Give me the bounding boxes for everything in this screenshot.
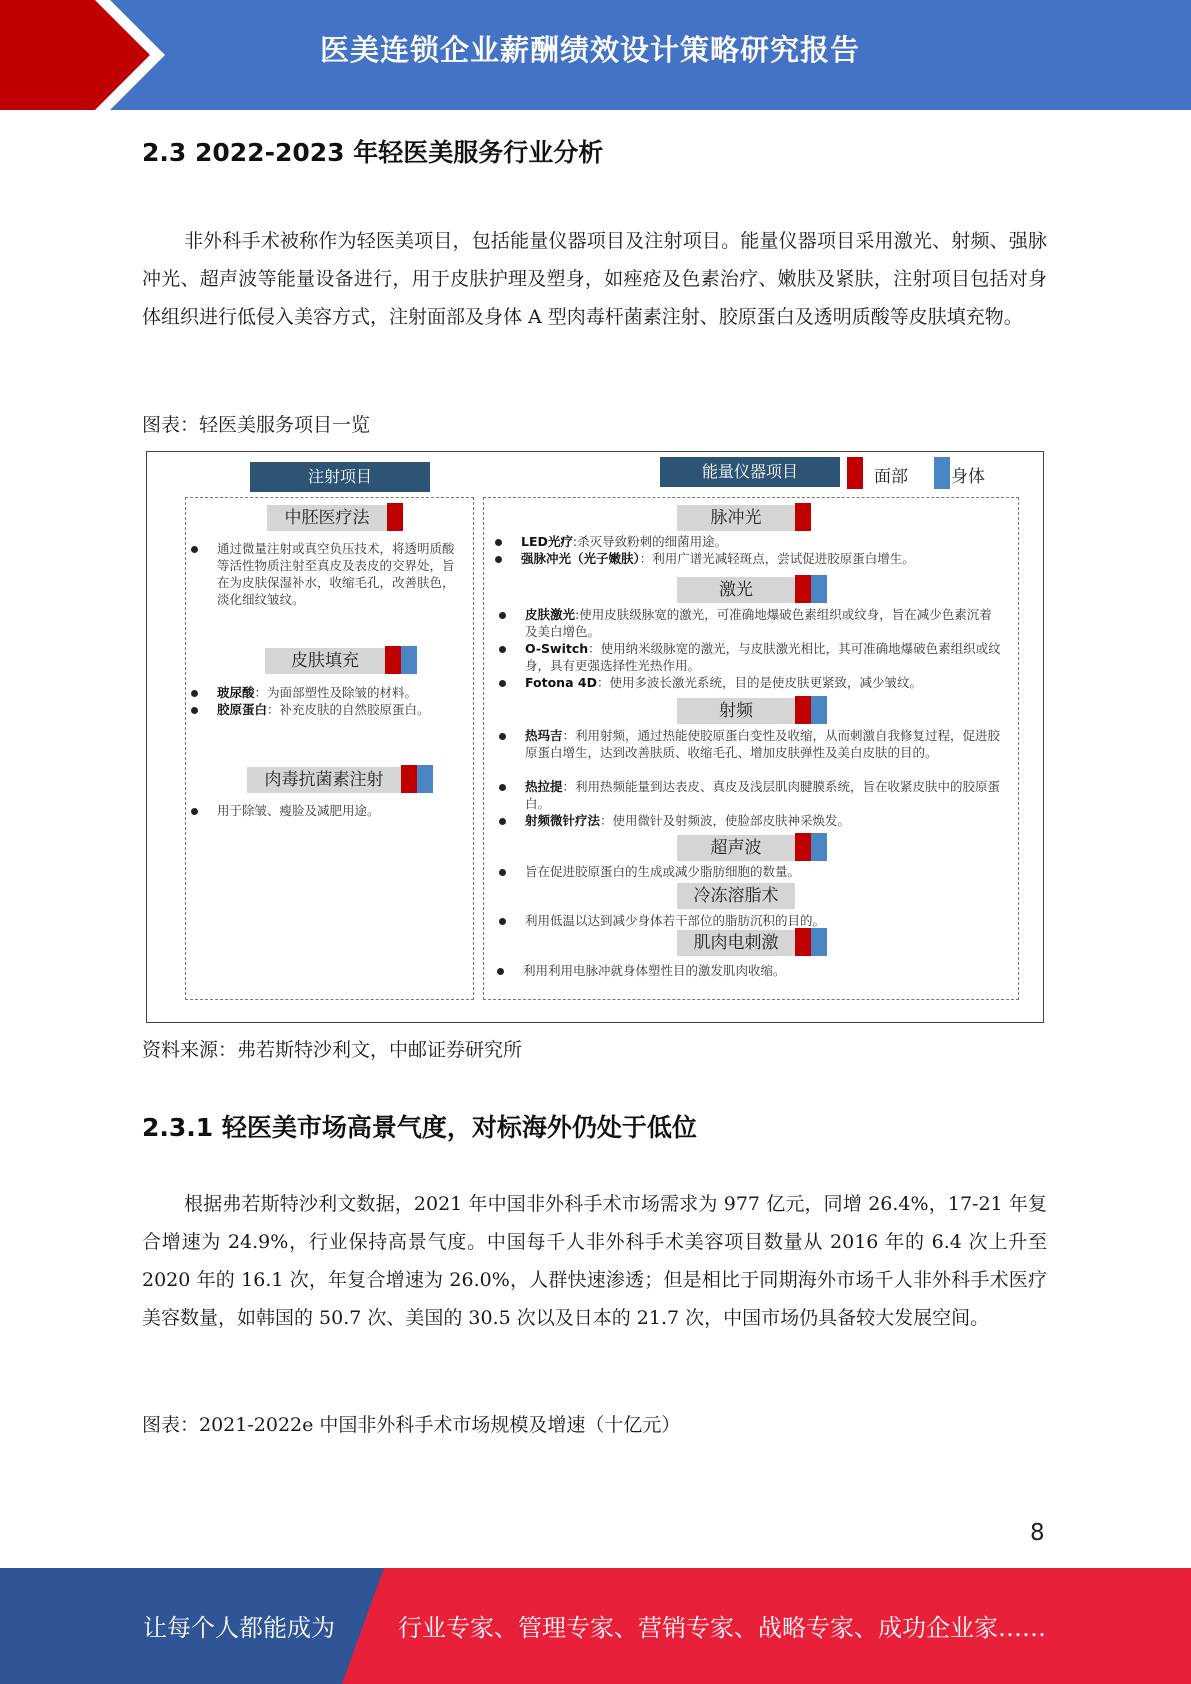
- legend-face-label: 面部: [874, 467, 908, 487]
- list-item: 热拉提：利用热频能量到达表皮、真皮及浅层肌肉腱膜系统，旨在收紧皮肤中的胶原蛋白。: [525, 778, 1001, 812]
- page-footer: [0, 1568, 1191, 1684]
- face-marker: [387, 503, 403, 531]
- label-laser: 激光: [677, 577, 795, 603]
- service-overview-figure: [146, 451, 1044, 1023]
- figure-caption: 图表：轻医美服务项目一览: [142, 414, 371, 436]
- list-item: Fotona 4D：使用多波长激光系统，目的是使皮肤更紧致，减少皱纹。: [525, 674, 1001, 691]
- section-heading: 2.3 2022-2023 年轻医美服务行业分析: [142, 138, 604, 167]
- list-item: 旨在促进胶原蛋白的生成或减少脂肪细胞的数量。: [525, 863, 1001, 880]
- label-mesotherapy: 中胚医疗法: [267, 505, 387, 531]
- injection-title: 注射项目: [250, 462, 430, 492]
- face-marker: [795, 696, 811, 724]
- list-item: 玻尿酸：为面部塑性及除皱的材料。: [217, 684, 467, 701]
- body-marker: [811, 833, 827, 861]
- label-ultrasound: 超声波: [677, 835, 795, 861]
- page-header: [0, 0, 1191, 110]
- subsection-paragraph: 根据弗若斯特沙利文数据，2021 年中国非外科手术市场需求为 977 亿元，同增 26.4%，17-21 年复合增速为 24.9%，行业保持高景气度。中国每千人非外科手术美容项目数量从 2016 年的 6.4 次上升至 2020 年的 16.1 次，年复合增速为 26.0%，人群快速渗透；但是相比于同期海外市场千人非外科手术医疗美容数量，如韩国的 50.7 次、美国的 30.5 次以及日本的 21.7 次，中国市场仍具备较大发展空间。: [142, 1193, 1047, 1329]
- face-marker: [795, 928, 811, 956]
- legend-body-label: 身体: [951, 467, 985, 487]
- list-item: 用于除皱、瘦脸及减肥用途。: [217, 802, 467, 819]
- list-item: 热玛吉：利用射频，通过热能使胶原蛋白变性及收缩，从而刺激自我修复过程，促进胶原蛋白增生，达到改善肤质、收缩毛孔、增加皮肤弹性及美白皮肤的目的。: [525, 727, 1001, 761]
- label-botox: 肉毒抗菌素注射: [247, 767, 401, 793]
- label-ems: 肌肉电刺激: [677, 930, 795, 956]
- body-marker: [811, 575, 827, 603]
- list-item: 通过微量注射或真空负压技术，将透明质酸等活性物质注射至真皮及表皮的交界处，旨在为皮肤保湿补水，收缩毛孔，改善肤色，淡化细纹皱纹。: [217, 540, 457, 608]
- energy-device-title: 能量仪器项目: [660, 457, 840, 487]
- section-paragraph: 非外科手术被称作为轻医美项目，包括能量仪器项目及注射项目。能量仪器项目采用激光、射频、强脉冲光、超声波等能量设备进行，用于皮肤护理及塑身，如痤疮及色素治疗、嫩肤及紧肤，注射项目包括对身体组织进行低侵入美容方式，注射面部及身体 A 型肉毒杆菌素注射、胶原蛋白及透明质酸等皮肤填充物。: [142, 230, 1047, 328]
- subsection-heading: 2.3.1 轻医美市场高景气度，对标海外仍处于低位: [142, 1113, 697, 1142]
- list-item: 胶原蛋白：补充皮肤的自然胶原蛋白。: [217, 701, 467, 718]
- figure-caption-2: 图表：2021-2022e 中国非外科手术市场规模及增速（十亿元）: [142, 1414, 681, 1436]
- legend-body-swatch: [934, 457, 950, 489]
- label-rf: 射频: [677, 698, 795, 724]
- body-marker: [401, 646, 417, 674]
- header-title: 医美连锁企业薪酬绩效设计策略研究报告: [320, 33, 861, 67]
- face-marker: [795, 833, 811, 861]
- legend-face-swatch: [847, 457, 863, 489]
- face-marker: [385, 646, 401, 674]
- label-ipl: 脉冲光: [677, 505, 795, 531]
- list-item: 皮肤激光:使用皮肤级脉宽的激光，可准确地爆破色素组织或纹身，旨在减少色素沉着及美白增色。: [525, 606, 1001, 640]
- figure-source: 资料来源：弗若斯特沙利文，中邮证券研究所: [142, 1039, 523, 1061]
- face-marker: [795, 575, 811, 603]
- body-marker: [811, 928, 827, 956]
- footer-slogan-right: 行业专家、管理专家、营销专家、战略专家、成功企业家……: [398, 1614, 1046, 1642]
- face-marker: [401, 765, 417, 793]
- body-marker: [417, 765, 433, 793]
- list-item: O-Switch：使用纳米级脉宽的激光，与皮肤激光相比，其可准确地爆破色素组织或纹身，具有更强选择性光热作用。: [525, 640, 1001, 674]
- face-marker: [795, 503, 811, 531]
- list-item: 利用低温以达到减少身体若干部位的脂肪沉积的目的。: [525, 912, 1001, 929]
- label-cryo: 冷冻溶脂术: [677, 883, 795, 909]
- list-item: LED光疗:杀灭导致粉刺的细菌用途。: [521, 533, 1011, 550]
- body-marker: [811, 696, 827, 724]
- list-item: 利用利用电脉冲就身体塑性目的激发肌肉收缩。: [523, 962, 999, 979]
- footer-slogan-left: 让每个人都能成为: [143, 1614, 335, 1642]
- list-item: 射频微针疗法：使用微针及射频波，使脸部皮肤神采焕发。: [525, 812, 1001, 829]
- label-filler: 皮肤填充: [265, 648, 385, 674]
- list-item: 强脉冲光（光子嫩肤）：利用广谱光减轻斑点，尝试促进胶原蛋白增生。: [521, 550, 1011, 567]
- page-number: 8: [1030, 1520, 1045, 1546]
